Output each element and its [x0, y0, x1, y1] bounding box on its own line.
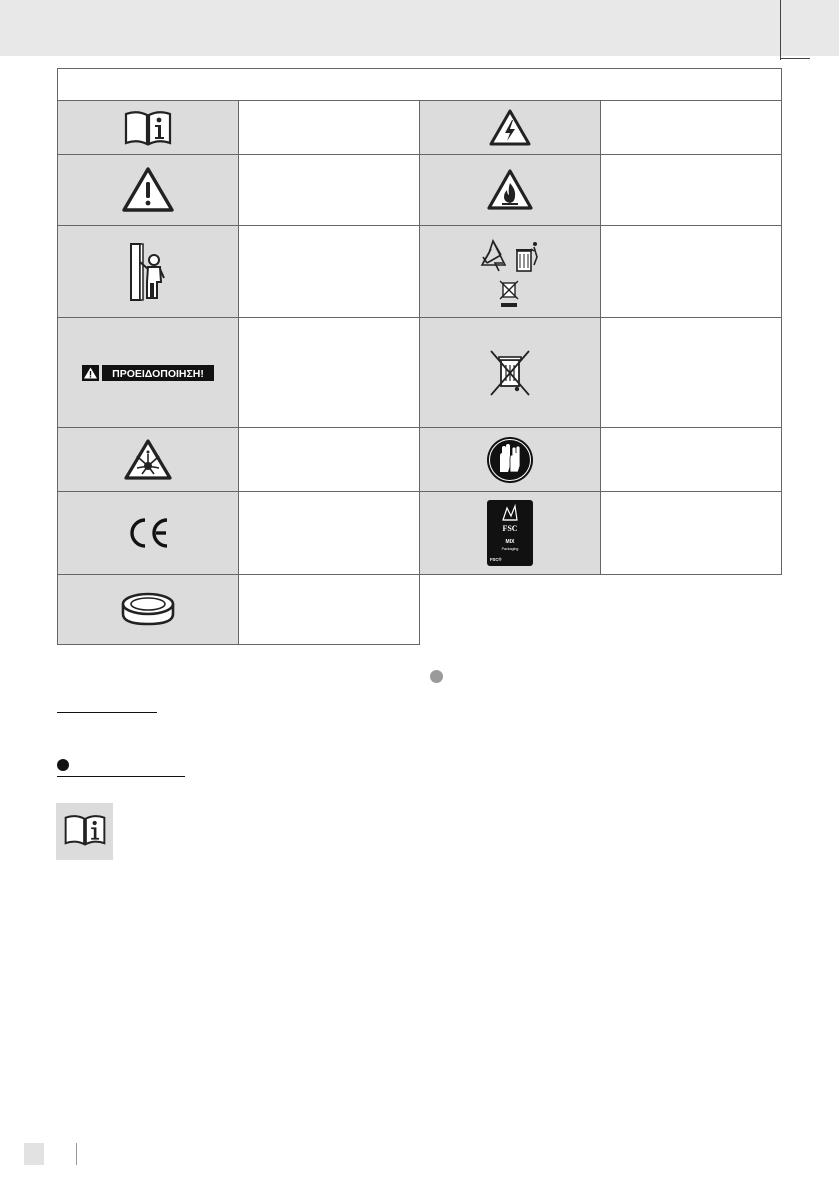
- crop-mark: [780, 0, 781, 60]
- fsc-registered-text: FSC®: [490, 557, 502, 562]
- section-underline: [57, 712, 157, 713]
- high-voltage-warning-icon: [488, 108, 532, 148]
- fire-hazard-icon: [486, 168, 534, 212]
- read-manual-note-box: [56, 803, 113, 860]
- list-bullet-marker: [430, 670, 443, 683]
- symbol-description: [239, 428, 420, 492]
- recycling-disposal-icon: [479, 235, 541, 309]
- section-underline: [57, 776, 185, 777]
- fsc-logo-text: FSC: [502, 524, 518, 533]
- symbol-description: [239, 318, 420, 428]
- symbol-description: [601, 155, 782, 226]
- table-row: [58, 428, 782, 492]
- table-heading: [58, 69, 782, 101]
- symbol-legend-table: [57, 68, 782, 645]
- wear-gloves-icon: [486, 436, 534, 484]
- crop-mark: [780, 58, 810, 59]
- table-row: [58, 226, 782, 318]
- signal-word-warning-icon: [82, 365, 214, 381]
- symbol-description: [601, 428, 782, 492]
- ce-mark-icon: [125, 515, 171, 551]
- fsc-label-icon: [487, 500, 533, 566]
- table-row: [58, 575, 782, 645]
- fsc-packaging-text: Packaging: [501, 547, 519, 551]
- page-header-band: [0, 0, 839, 56]
- symbol-description: [239, 575, 420, 645]
- read-manual-icon: [123, 108, 173, 148]
- symbol-description: [601, 226, 782, 318]
- explosion-hazard-icon: [123, 438, 173, 482]
- general-warning-icon: [121, 166, 175, 214]
- table-row: [58, 492, 782, 575]
- button-cell-battery-icon: [119, 590, 177, 630]
- section-heading-marker: [57, 759, 69, 771]
- symbol-description: [601, 318, 782, 428]
- symbol-description: [239, 492, 420, 575]
- table-row: [58, 318, 782, 428]
- signal-word-label: ΠΡΟΕΙΔΟΠΟΙΗΣΗ!: [112, 367, 204, 380]
- footer-divider: [76, 1143, 77, 1165]
- child-safety-icon: [128, 242, 168, 302]
- symbol-description: [601, 492, 782, 575]
- symbol-description: [601, 101, 782, 155]
- read-manual-icon: [63, 812, 107, 848]
- symbol-description: [239, 155, 420, 226]
- fsc-mix-text: MIX: [505, 539, 515, 545]
- table-row: [58, 101, 782, 155]
- table-row: [58, 155, 782, 226]
- page-number: [24, 1143, 44, 1165]
- crossed-out-bin-icon: [488, 348, 532, 398]
- symbol-description: [239, 226, 420, 318]
- symbol-description: [239, 101, 420, 155]
